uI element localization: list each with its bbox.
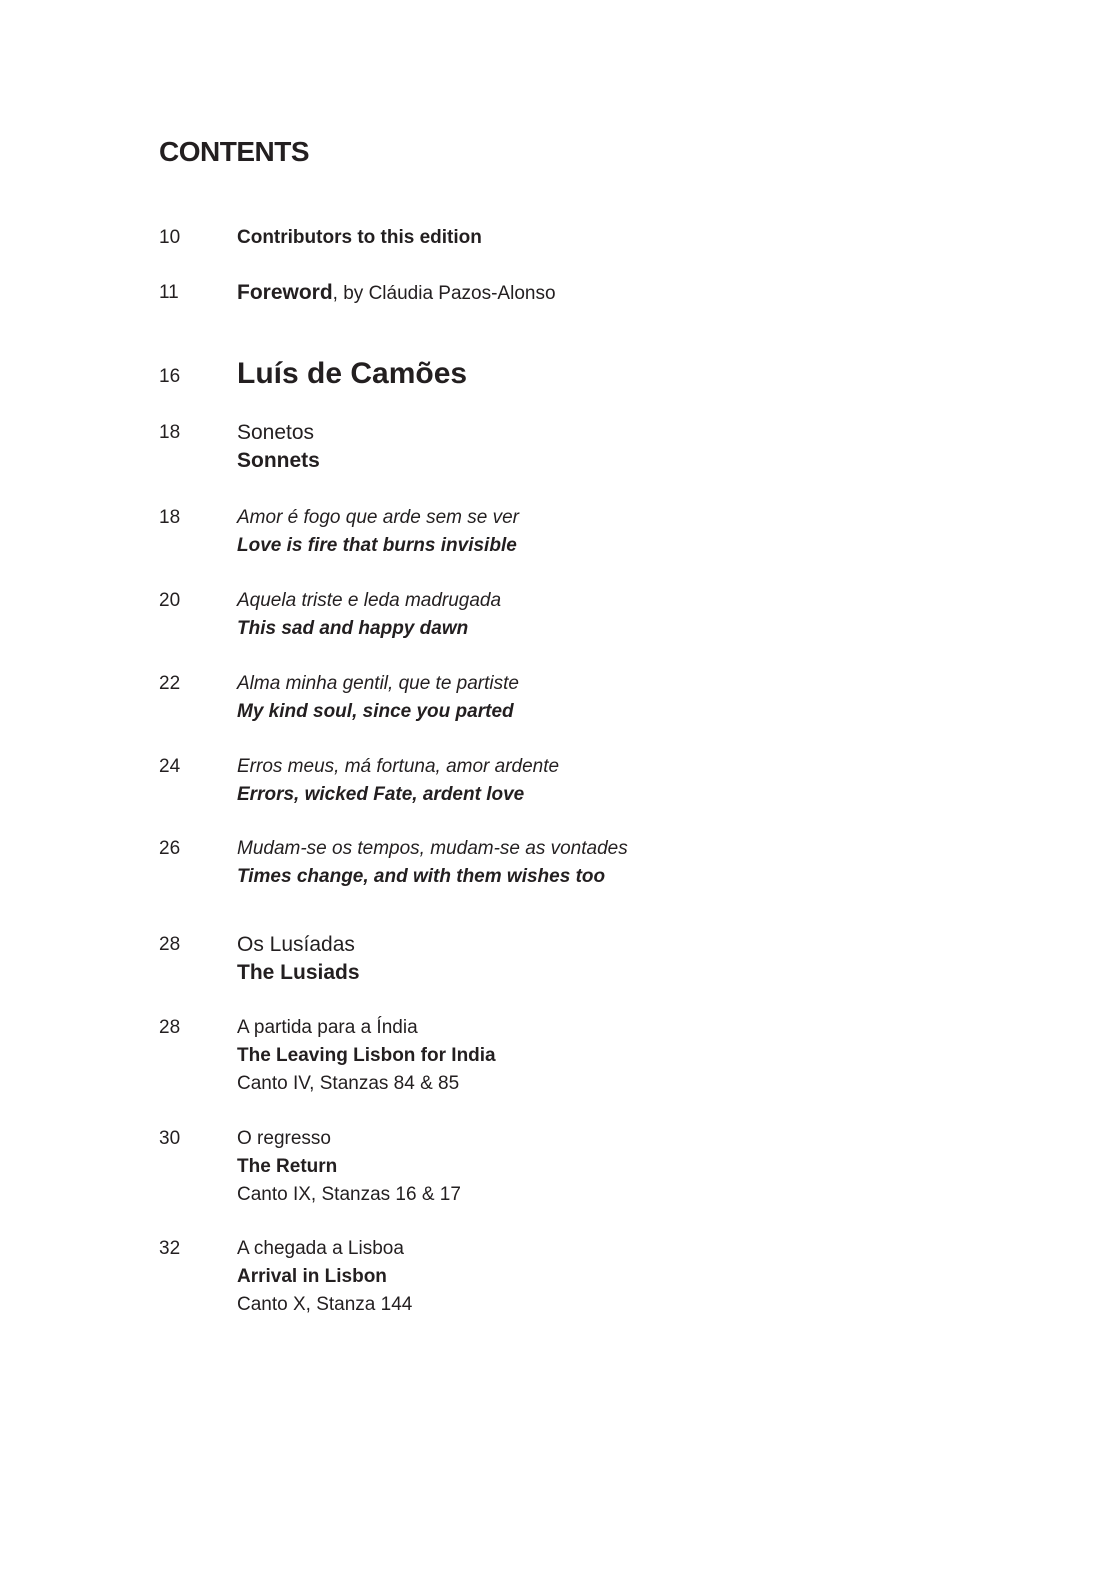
canto-note: Canto IV, Stanzas 84 & 85: [237, 1073, 460, 1094]
page-number: 20: [159, 590, 181, 611]
original-title: Amor é fogo que arde sem se ver: [237, 507, 519, 528]
page-number: 18: [159, 507, 181, 528]
canto-note: Canto IX, Stanzas 16 & 17: [237, 1184, 461, 1205]
translated-title: This sad and happy dawn: [237, 618, 469, 639]
page-number: 10: [159, 227, 181, 248]
translated-title: The Lusiads: [237, 961, 360, 984]
translated-title: The Leaving Lisbon for India: [237, 1045, 496, 1066]
page-number: 28: [159, 1017, 181, 1038]
translated-title: Love is fire that burns invisible: [237, 535, 517, 556]
original-title: A partida para a Índia: [237, 1017, 418, 1038]
translated-title: The Return: [237, 1156, 338, 1177]
original-title: A chegada a Lisboa: [237, 1238, 404, 1259]
entry-title: Foreword: [237, 281, 333, 304]
page-number: 26: [159, 838, 181, 859]
original-title: Erros meus, má fortuna, amor ardente: [237, 756, 560, 777]
page-number: 16: [159, 366, 181, 387]
translated-title: My kind soul, since you parted: [237, 701, 514, 722]
page-number: 30: [159, 1128, 181, 1149]
entry-byline: , by Cláudia Pazos-Alonso: [332, 283, 556, 304]
original-title: Alma minha gentil, que te partiste: [237, 673, 519, 694]
original-title: Aquela triste e leda madrugada: [237, 590, 502, 611]
entry-title: Contributors to this edition: [237, 227, 482, 248]
original-title: Sonetos: [237, 421, 315, 444]
page-number: 11: [159, 282, 179, 303]
page-number: 18: [159, 422, 181, 443]
canto-note: Canto X, Stanza 144: [237, 1294, 413, 1315]
contents-heading: CONTENTS: [159, 136, 309, 167]
translated-title: Sonnets: [237, 449, 320, 472]
translated-title: Arrival in Lisbon: [237, 1266, 387, 1287]
author-heading: Luís de Camões: [237, 357, 468, 390]
page-number: 28: [159, 934, 181, 955]
original-title: Os Lusíadas: [237, 933, 355, 956]
original-title: Mudam-se os tempos, mudam-se as vontades: [237, 838, 628, 859]
translated-title: Times change, and with them wishes too: [237, 866, 606, 887]
page-number: 32: [159, 1238, 181, 1259]
original-title: O regresso: [237, 1128, 331, 1149]
page-number: 22: [159, 673, 181, 694]
page-number: 24: [159, 756, 181, 777]
translated-title: Errors, wicked Fate, ardent love: [237, 784, 525, 805]
